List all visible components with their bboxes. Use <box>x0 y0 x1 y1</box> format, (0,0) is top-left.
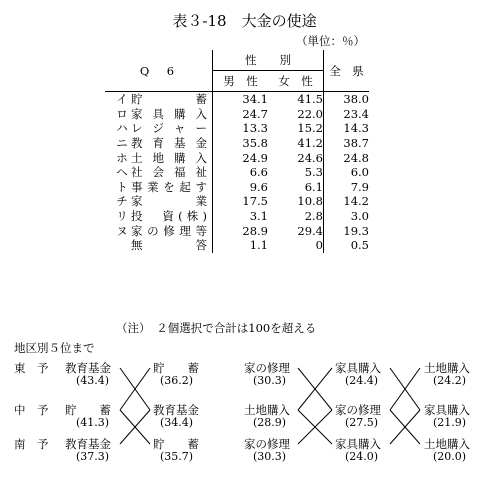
female-value: 29.4 <box>268 223 324 238</box>
row-kana: ニ <box>116 136 128 151</box>
right-col1-label: 家の修理 <box>244 361 290 375</box>
row-item: 社会福祉 <box>131 165 207 180</box>
male-value: 34.1 <box>242 92 268 107</box>
total-value: 14.2 <box>343 194 369 209</box>
note: （注） ２個選択で合計は100を超える <box>116 321 317 335</box>
total-value: 3.0 <box>350 209 369 224</box>
left-col2-label: 貯 蓄 <box>153 361 199 375</box>
left-col2-value: (35.7) <box>160 450 194 463</box>
gender-header: 性 別 <box>213 50 324 71</box>
region-label: 南 予 <box>14 437 49 451</box>
right-col1-label: 土地購入 <box>244 403 290 417</box>
total-value: 0.5 <box>350 238 369 253</box>
total-value: 38.0 <box>343 92 369 107</box>
female-value: 6.1 <box>268 180 324 195</box>
right-col3-label: 土地購入 <box>424 437 470 451</box>
female-header: 女 性 <box>268 71 324 92</box>
row-item: 家 業 <box>131 194 207 209</box>
female-value: 0 <box>268 238 324 253</box>
male-value: 1.1 <box>249 238 268 253</box>
female-value: 10.8 <box>268 194 324 209</box>
female-value: 41.2 <box>268 136 324 151</box>
left-col2-label: 貯 蓄 <box>153 437 199 451</box>
unit-label: （単位：％） <box>296 34 365 48</box>
left-col1-label: 貯 蓄 <box>65 403 111 417</box>
right-col3-label: 土地購入 <box>424 361 470 375</box>
right-col2-label: 家の修理 <box>335 403 381 417</box>
row-kana: リ <box>116 209 128 224</box>
male-value: 6.6 <box>249 165 268 180</box>
right-col2-value: (24.4) <box>345 374 379 387</box>
right-col2-value: (24.0) <box>345 450 379 463</box>
row-item: 家の修理等 <box>131 223 207 238</box>
left-col1-value: (37.3) <box>76 450 110 463</box>
male-value: 3.1 <box>249 209 268 224</box>
right-col2-label: 家具購入 <box>335 437 381 451</box>
right-col3-value: (21.9) <box>433 416 467 429</box>
total-header: 全 県 <box>324 50 370 92</box>
left-col1-value: (41.3) <box>76 416 110 429</box>
total-value: 6.0 <box>350 165 369 180</box>
male-value: 24.9 <box>242 150 268 165</box>
male-value: 17.5 <box>242 194 268 209</box>
male-value: 13.3 <box>242 121 268 136</box>
row-item: 投 資(株) <box>131 209 207 224</box>
left-col1-label: 教育基金 <box>65 437 111 451</box>
row-item: 家具購入 <box>131 106 207 121</box>
left-col2-value: (34.4) <box>160 416 194 429</box>
right-col3-value: (20.0) <box>433 450 467 463</box>
right-col3-label: 家具購入 <box>424 403 470 417</box>
left-col1-label: 教育基金 <box>65 361 111 375</box>
region-label: 東 予 <box>14 361 49 375</box>
row-item: 教育基金 <box>131 136 207 151</box>
female-value: 15.2 <box>268 121 324 136</box>
female-value: 2.8 <box>268 209 324 224</box>
female-value: 41.5 <box>268 92 324 107</box>
total-value: 7.9 <box>350 179 369 194</box>
row-kana: ホ <box>116 150 128 165</box>
left-col1-value: (43.4) <box>76 374 110 387</box>
row-kana: ヘ <box>116 165 128 180</box>
row-item: 事業を起す <box>131 179 207 194</box>
total-value: 23.4 <box>343 106 369 121</box>
male-value: 24.7 <box>242 106 268 121</box>
right-col2-label: 家具購入 <box>335 361 381 375</box>
female-value: 5.3 <box>268 165 324 180</box>
total-value: 24.8 <box>343 150 369 165</box>
male-value: 28.9 <box>242 223 268 238</box>
row-item: 土地購入 <box>131 150 207 165</box>
total-value: 38.7 <box>343 136 369 151</box>
right-col1-label: 家の修理 <box>244 437 290 451</box>
male-value: 9.6 <box>249 179 268 194</box>
row-kana: チ <box>116 194 128 209</box>
row-kana: ロ <box>116 106 128 121</box>
female-value: 22.0 <box>268 107 324 122</box>
section-title: 地区別５位まで <box>14 341 95 355</box>
left-col2-value: (36.2) <box>160 374 194 387</box>
row-kana: ヌ <box>116 223 128 238</box>
male-value: 35.8 <box>242 136 268 151</box>
row-item: レジャー <box>131 121 207 136</box>
right-col2-value: (27.5) <box>345 416 379 429</box>
row-kana: ト <box>116 179 128 194</box>
region-label: 中 予 <box>14 403 49 417</box>
row-item: 貯 蓄 <box>131 92 207 107</box>
total-value: 14.3 <box>343 121 369 136</box>
right-col1-value: (28.9) <box>253 416 287 429</box>
right-col1-value: (30.3) <box>253 374 287 387</box>
row-item: 無 答 <box>131 238 207 253</box>
male-header: 男 性 <box>213 71 269 92</box>
right-col1-value: (30.3) <box>253 450 287 463</box>
row-kana: ハ <box>116 121 128 136</box>
female-value: 24.6 <box>268 150 324 165</box>
question-header: Q 6 <box>105 50 213 92</box>
row-kana: イ <box>116 92 128 107</box>
page-title: 表３-18 大金の使途 <box>172 12 317 30</box>
total-value: 19.3 <box>343 223 369 238</box>
right-col3-value: (24.2) <box>433 374 467 387</box>
left-col2-label: 教育基金 <box>153 403 199 417</box>
